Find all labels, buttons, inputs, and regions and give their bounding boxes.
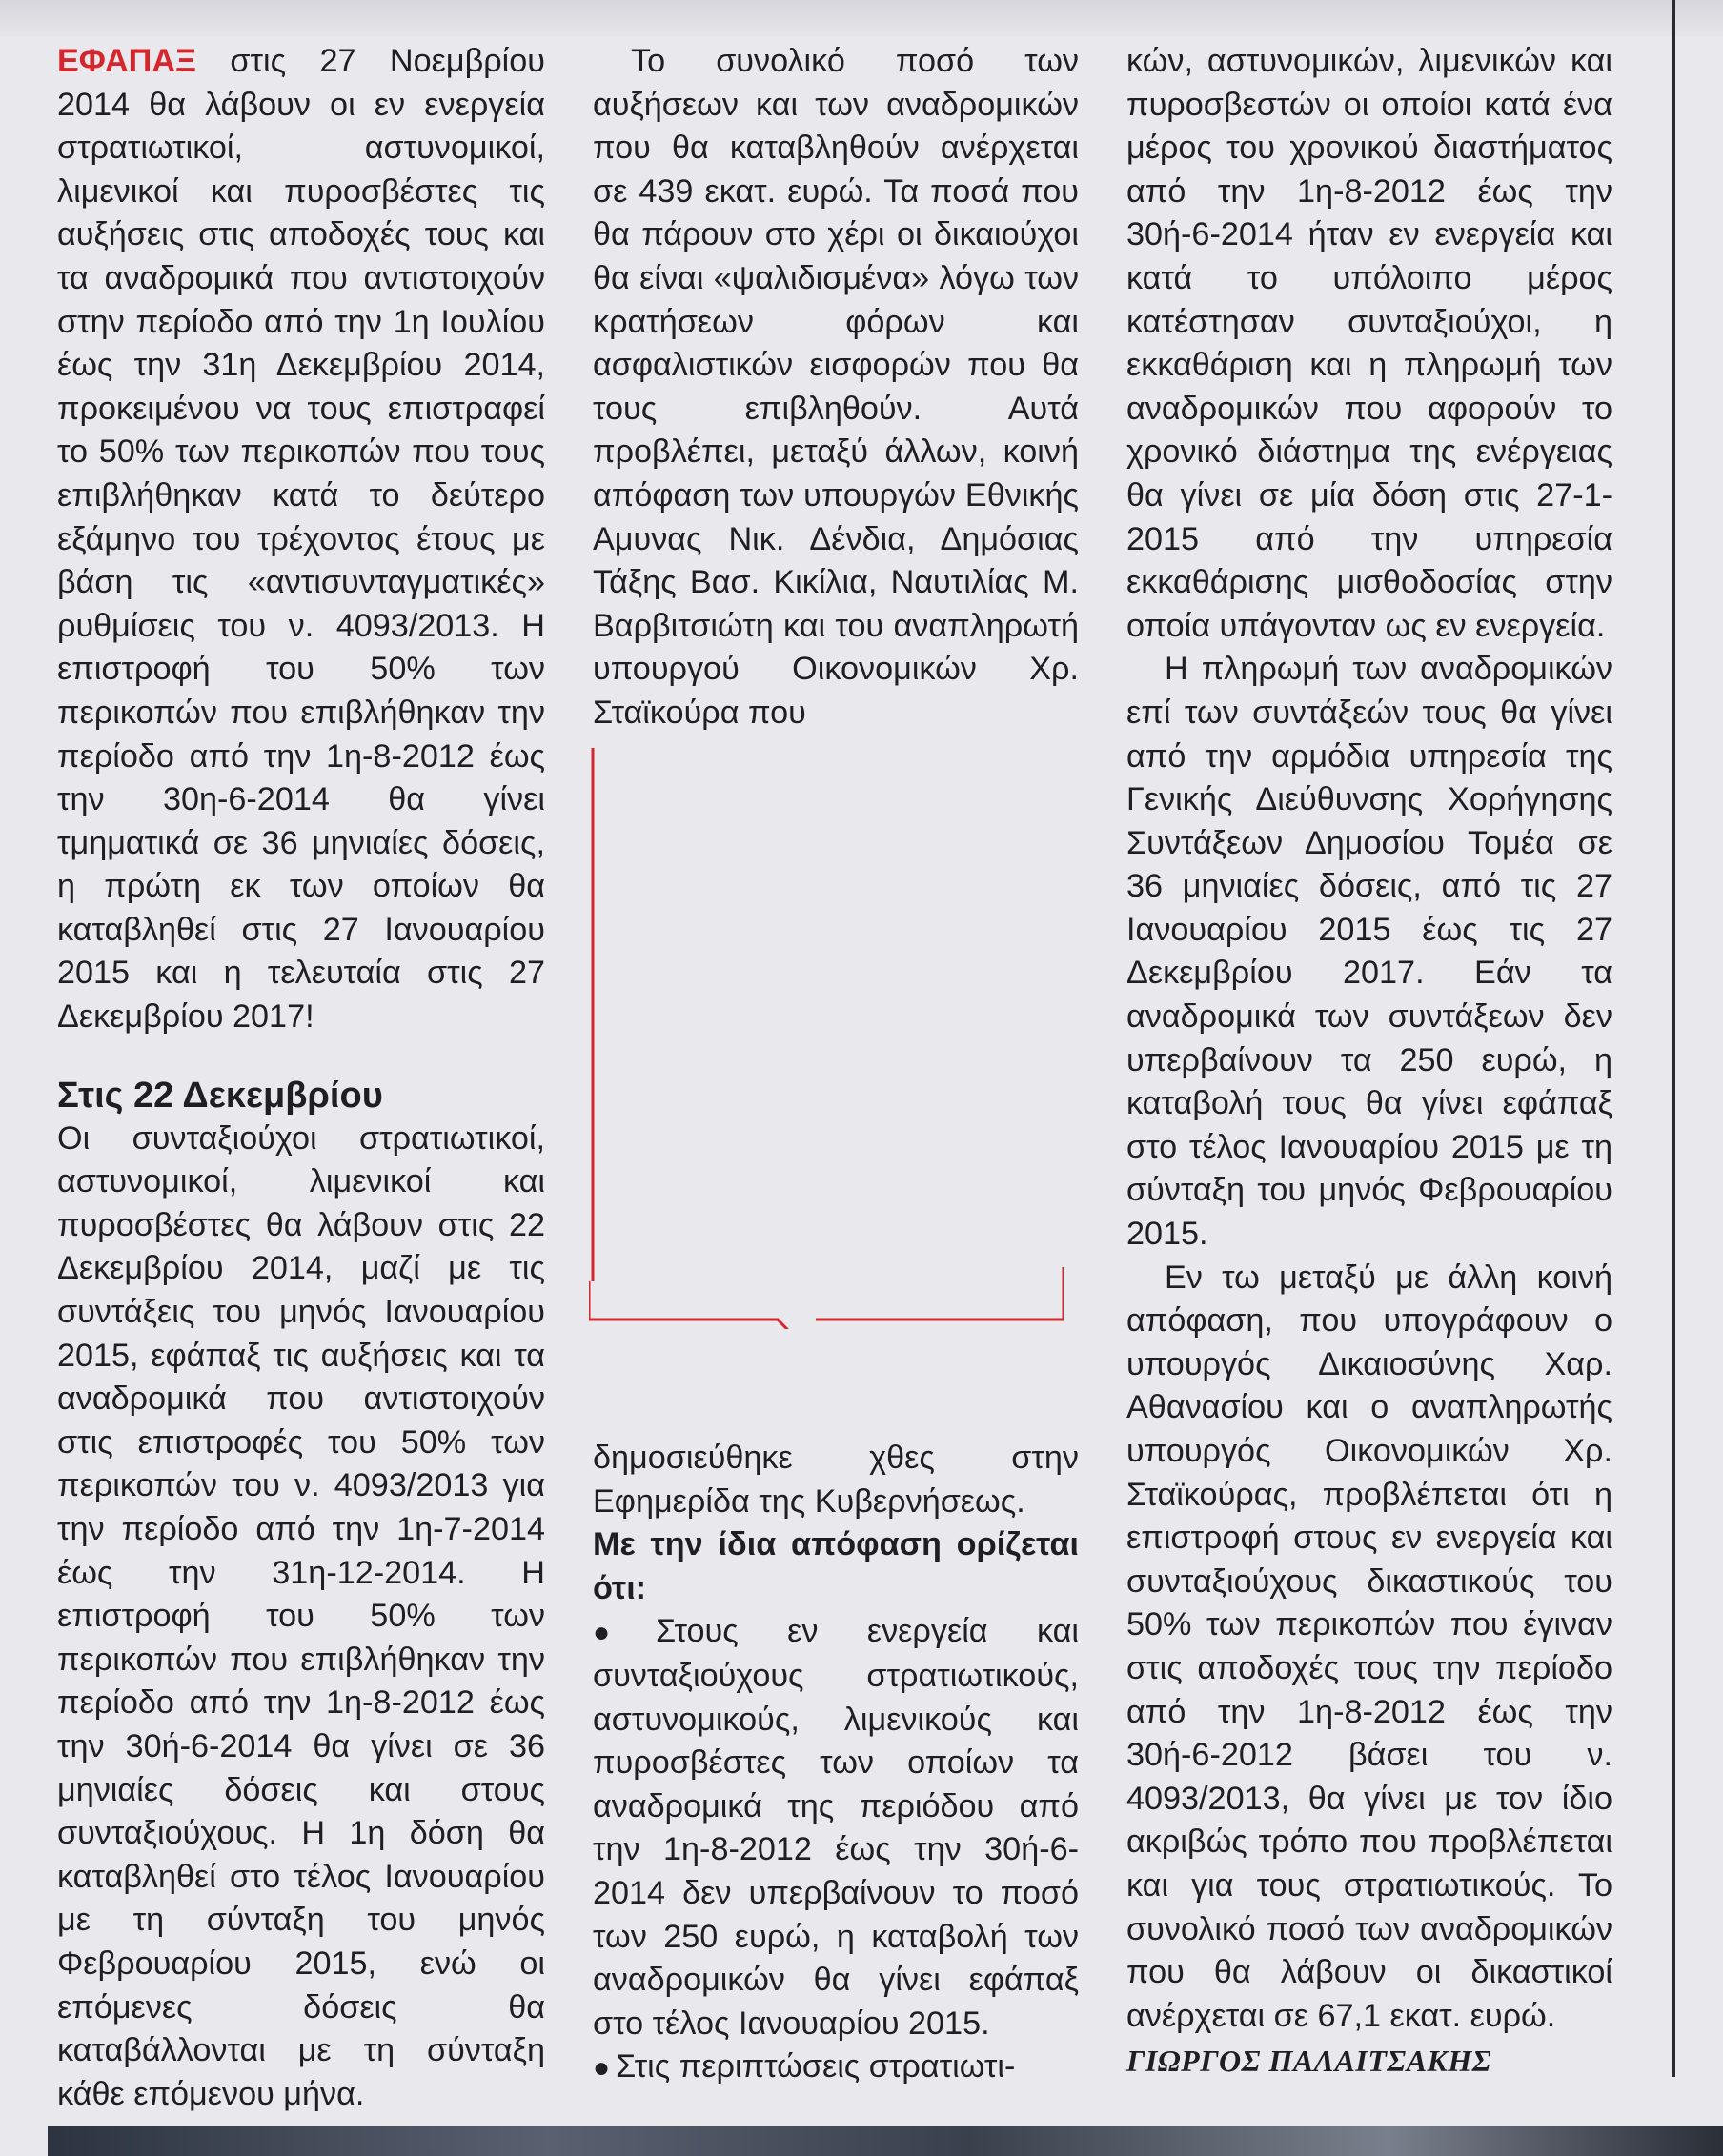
article-column-2 — [593, 40, 1079, 735]
paragraph: Οι συνταξιούχοι στρατιωτικοί, αστυνομικοί, λιμενικοί και πυροσβέστες θα λάβουν στις 22 Δεκεμβρίου 2014, μαζί με τις συντάξεις του μηνός Ιανουαρίου 2015, εφάπαξ τις αυξήσεις και τα αναδρομικά που αντιστοιχούν στις επιστροφές του 50% των περικοπών του ν. 4093/2013 για την περίοδο από την 1η-7-2014 έως την 31η-12-2014. Η επιστροφή του 50% των περικοπών που επιβλήθηκαν την περίοδο από την 1η-8-2012 έως την 30ή-6-2014 θα γίνει σε 36 μηνιαίες δόσεις και στους συνταξιούχους. Η 1η δόση θα καταβληθεί στο τέλος Ιανουαρίου με τη σύνταξη του μηνός Φεβρουαρίου 2015, ενώ οι επόμενες δόσεις θα καταβάλλονται με τη σύνταξη κάθε επόμενου μήνα. — [57, 1119, 545, 2112]
bullet-item — [593, 1610, 1079, 2045]
pull-quote — [589, 719, 1064, 1329]
subheading: Στις 22 Δεκεμβρίου — [57, 1075, 383, 1116]
lead-paragraph — [57, 40, 545, 1039]
bullet-text: Στους εν ενεργεία και συνταξιούχους στρατιωτικούς, αστυνομικούς, λιμενικούς και πυροσβέστες των οποίων τα αναδρομικά της περιόδου από την 1η-8-2012 έως την 30ή-6-2014 δεν υπερβαίνουν το ποσό των 250 ευρώ, η καταβολή των αναδρομικών θα γίνει εφάπαξ στο τέλος Ιανουαρίου 2015. — [593, 1613, 1079, 2042]
bottom-photo-strip — [48, 2126, 1723, 2156]
right-column-rule — [1672, 0, 1675, 2077]
pull-quote-frame — [589, 719, 1064, 1329]
paragraph: Η πληρωμή των αναδρομικών επί των συντάξεών τους θα γίνει από την αρμόδια υπηρεσία της Γενικής Διεύθυνσης Χορήγησης Συντάξεων Δημοσίου Τομέα σε 36 μηνιαίες δόσεις, από τις 27 Ιανουαρίου 2015 έως τις 27 Δεκεμβρίου 2017. Εάν τα αναδρομικά των συντάξεων δεν υπερβαίνουν τα 250 ευρώ, η καταβολή τους θα γίνει εφάπαξ στο τέλος Ιανουαρίου 2015 με τη σύνταξη του μηνός Φεβρουαρίου 2015. — [1126, 651, 1612, 1253]
lead-paragraph-text: στις 27 Νοεμβρίου 2014 θα λάβουν οι εν ενεργεία στρατιωτικοί, αστυνομικοί, λιμενικοί και πυροσβέστες τις αυξήσεις στις αποδοχές τους και τα αναδρομικά που αντιστοιχούν στην περίοδο από την 1η Ιουλίου έως την 31η Δεκεμβρίου 2014, προκειμένου να τους επιστραφεί το 50% των περικοπών που τους επιβλήθηκαν κατά το δεύτερο εξάμηνο του τρέχοντος έτους με βάση τις «αντισυνταγματικές» ρυθμίσεις του ν. 4093/2013. Η επιστροφή του 50% των περικοπών που επιβλήθηκαν την περίοδο από την 1η-8-2012 έως την 30η-6-2014 θα γίνει τμηματικά σε 36 μηνιαίες δόσεις, η πρώτη εκ των οποίων θα καταβληθεί στις 27 Ιανουαρίου 2015 και η τελευταία στις 27 Δεκεμβρίου 2017! — [57, 43, 545, 1036]
article-column-1 — [57, 40, 545, 2116]
lead-word: ΕΦΑΠΑΞ — [57, 43, 197, 79]
article-column-3 — [1126, 40, 1612, 2084]
bold-lead-in: Με την ίδια απόφαση ορίζεται ότι: — [593, 1526, 1079, 1606]
article-column-2-continued — [593, 1437, 1079, 2090]
paragraph: Το συνολικό ποσό των αυξήσεων και των αναδρομικών που θα καταβληθούν ανέρχεται σε 439 εκατ. ευρώ. Τα ποσά που θα πάρουν στο χέρι οι δικαιούχοι θα είναι «ψαλιδισμένα» λόγω των κρατήσεων φόρων και ασφαλιστικών εισφορών που θα τους επιβληθούν. Αυτά προβλέπει, μεταξύ άλλων, κοινή απόφαση των υπουργών Εθνικής Αμυνας Νικ. Δένδια, Δημόσιας Τάξης Βασ. Κικίλια, Ναυτιλίας Μ. Βαρβιτσιώτη και του αναπληρωτή υπουργού Οικονομικών Χρ. Σταϊκούρα που — [593, 43, 1079, 731]
paragraph: Εν τω μεταξύ με άλλη κοινή απόφαση, που υπογράφουν ο υπουργός Δικαιοσύνης Χαρ. Αθανασίου και ο αναπληρωτής υπουργός Οικονομικών Χρ. Σταϊκούρας, προβλέπεται ότι η επιστροφή στους εν ενεργεία και συνταξιούχους δικαστικούς του 50% των περικοπών που έγιναν στις αποδοχές τους την περίοδο από την 1η-8-2012 έως την 30ή-6-2012 βάσει του ν. 4093/2013, θα γίνει με τον ίδιο ακριβώς τρόπο που προβλέπεται και για τους στρατιωτικούς. Το συνολικό ποσό των αναδρομικών που θα λάβουν οι δικαστικοί ανέρχεται σε 67,1 εκατ. ευρώ. — [1126, 1259, 1612, 2034]
bullet-icon: ● — [593, 2052, 611, 2085]
paragraph: κών, αστυνομικών, λιμενικών και πυροσβεστών οι οποίοι κατά ένα μέρος του χρονικού διαστήματος από την 1η-8-2012 έως την 30ή-6-2014 ήταν εν ενεργεία και κατά το υπόλοιπο μέρος κατέστησαν συνταξιούχοι, η εκκαθάριση και η πληρωμή των αναδρομικών που αφορούν το χρονικό διάστημα της ενέργειας θα γίνει σε μία δόση στις 27-1-2015 από την υπηρεσία εκκαθάρισης μισθοδοσίας στην οποία υπάγονταν ως εν ενεργεία. — [1126, 43, 1612, 644]
bullet-icon: ● — [593, 1617, 651, 1649]
bullet-text: Στις περιπτώσεις στρατιωτι- — [616, 2048, 1016, 2085]
bullet-item — [593, 2045, 1079, 2090]
top-header-strip — [0, 0, 1723, 36]
paragraph: δημοσιεύθηκε χθες στην Εφημερίδα της Κυβερνήσεως. — [593, 1440, 1079, 1520]
author-signature: ΓΙΩΡΓΟΣ ΠΑΛΑΙΤΣΑΚΗΣ — [1126, 2044, 1492, 2079]
